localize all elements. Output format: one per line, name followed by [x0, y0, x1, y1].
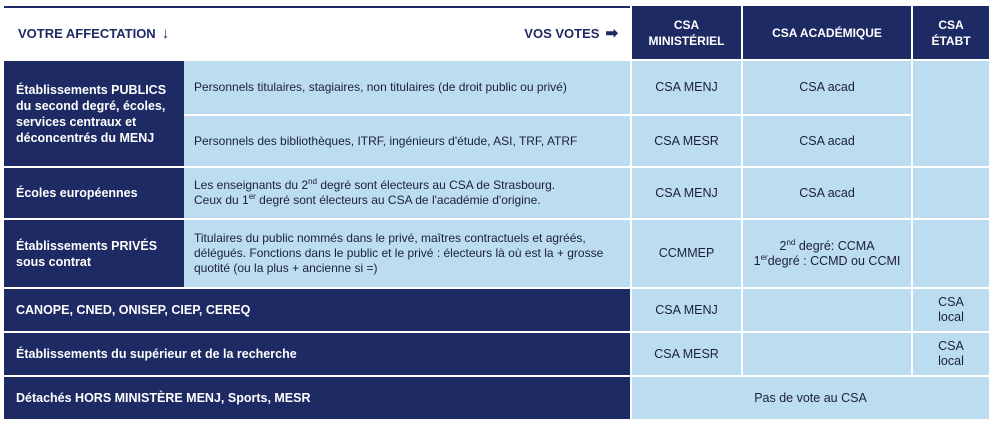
row-superieur [4, 331, 989, 375]
row-ecoles-europeennes [4, 166, 989, 218]
csa-voting-table [4, 6, 989, 419]
row-etablissements-prives [4, 218, 989, 287]
category-ecoles-europeennes: Écoles européennes [4, 166, 184, 218]
ministeriel-value: CSA MENJ [630, 59, 741, 114]
academique-value: CSA acad [741, 166, 911, 218]
arrow-down-icon: ↓ [161, 25, 170, 42]
col-header-csa-academique: CSA ACADÉMIQUE [741, 6, 911, 59]
etabt-value: CSA local [911, 331, 989, 375]
col-header-csa-ministeriel: CSA MINISTÉRIEL [630, 6, 741, 59]
vos-votes-heading: VOS VOTES ➡ [524, 8, 630, 59]
desc-personnels-titulaires: Personnels titulaires, stagiaires, non titulaires (de droit public ou privé) [184, 59, 630, 114]
desc-ecoles-europeennes: Les enseignants du 2nd degré sont électeurs au CSA de Strasbourg. Ceux du 1er degré sont électeurs au CSA de l'académie d'origine. [184, 166, 630, 218]
category-etablissements-prives: Établissements PRIVÉS sous contrat [4, 218, 184, 287]
category-etablissements-publics: Établissements PUBLICS du second degré, écoles, services centraux et déconcentrés du MENJ [4, 59, 184, 166]
academique-empty-cell [741, 331, 911, 375]
header-affectation-votes [4, 6, 630, 59]
arrow-right-icon: ➡ [605, 25, 619, 42]
category-detaches: Détachés HORS MINISTÈRE MENJ, Sports, MESR [4, 375, 630, 419]
ministeriel-value: CSA MENJ [630, 166, 741, 218]
ministeriel-value: CSA MENJ [630, 287, 741, 331]
ministeriel-value: CSA MESR [630, 114, 741, 166]
desc-personnels-bibliotheques: Personnels des bibliothèques, ITRF, ingénieurs d'étude, ASI, TRF, ATRF [184, 114, 630, 166]
academique-value: 2nd degré: CCMA 1erdegré : CCMD ou CCMI [741, 218, 911, 287]
etabt-empty-cell [911, 218, 989, 287]
row-detaches [4, 375, 989, 419]
etabt-empty-cell [911, 166, 989, 218]
pas-de-vote-cell: Pas de vote au CSA [630, 375, 989, 419]
row-canope [4, 287, 989, 331]
votre-affectation-heading: VOTRE AFFECTATION ↓ [4, 8, 169, 59]
category-superieur-recherche: Établissements du supérieur et de la recherche [4, 331, 630, 375]
etabt-value: CSA local [911, 287, 989, 331]
academique-value: CSA acad [741, 59, 911, 114]
header-row [4, 6, 989, 59]
academique-empty-cell [741, 287, 911, 331]
category-canope: CANOPE, CNED, ONISEP, CIEP, CEREQ [4, 287, 630, 331]
row-publics-titulaires [4, 59, 989, 114]
col-header-csa-etabt: CSA ÉTABT [911, 6, 989, 59]
academique-value: CSA acad [741, 114, 911, 166]
ministeriel-value: CSA MESR [630, 331, 741, 375]
ministeriel-value: CCMMEP [630, 218, 741, 287]
etabt-empty-cell [911, 59, 989, 166]
desc-etablissements-prives: Titulaires du public nommés dans le privé, maîtres contractuels et agréés, délégués. Fonctions dans le public et le privé : électeurs là où est la + grosse quotité (ou la plus + ancienne si =) [184, 218, 630, 287]
